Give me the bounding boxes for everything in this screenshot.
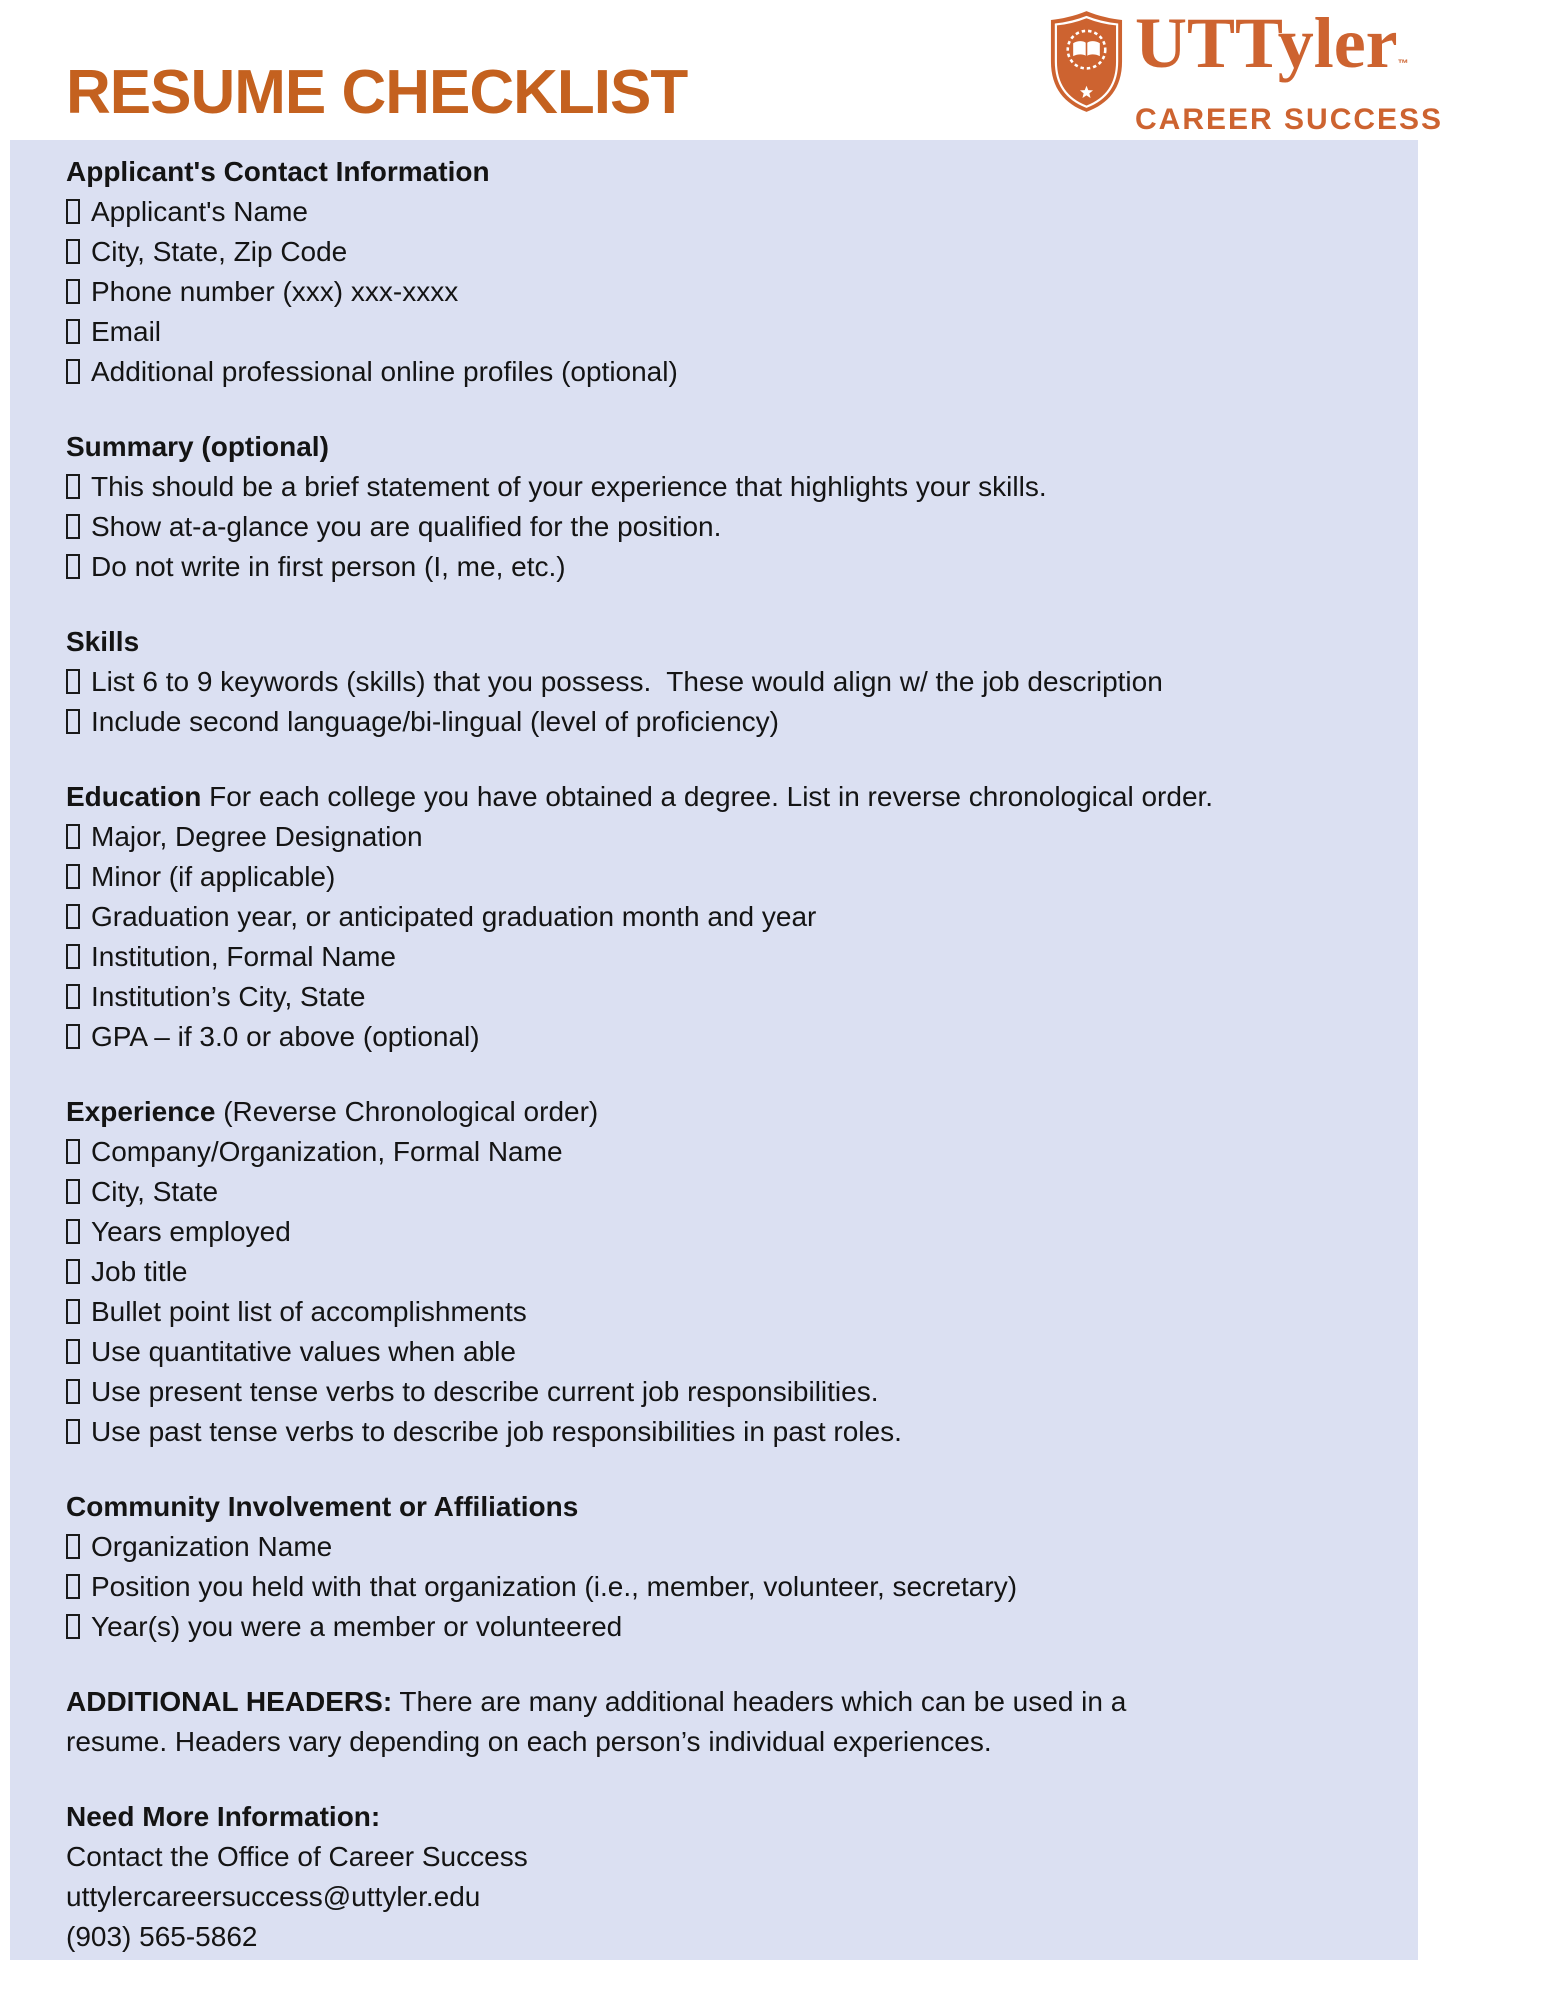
checklist-item [66, 1412, 1398, 1452]
footer-contact-block [66, 1797, 1398, 1957]
trademark-mark: ™ [1397, 58, 1409, 70]
checkbox-icon [66, 319, 80, 344]
additional-headers-paragraph [66, 1682, 1156, 1762]
page-title: RESUME CHECKLIST [66, 58, 688, 127]
checklist-item [66, 312, 1398, 352]
item-text: Position you held with that organization (i.e., member, volunteer, secretary) [91, 1571, 1018, 1602]
checklist-item [66, 1607, 1398, 1647]
checklist-item [66, 662, 1398, 702]
checkbox-icon [66, 669, 80, 694]
checklist-item [66, 467, 1398, 507]
section-community-involvement [66, 1487, 1398, 1647]
section-heading-text: Experience [66, 1096, 216, 1127]
item-text: Include second language/bi-lingual (level of proficiency) [91, 706, 779, 737]
checklist-item [66, 897, 1398, 937]
section-heading-text: Education [66, 781, 202, 812]
checklist-item [66, 977, 1398, 1017]
checkbox-icon [66, 864, 80, 889]
checklist-item [66, 1252, 1398, 1292]
item-text: Do not write in first person (I, me, etc.) [91, 551, 566, 582]
checklist-item [66, 1292, 1398, 1332]
section-heading-text: Applicant's Contact Information [66, 156, 490, 187]
section-summary [66, 427, 1398, 587]
checklist-item [66, 1017, 1398, 1057]
checkbox-icon [66, 279, 80, 304]
section-heading-text: Community Involvement or Affiliations [66, 1491, 579, 1522]
checkbox-icon [66, 1024, 80, 1049]
item-text: Use past tense verbs to describe job responsibilities in past roles. [91, 1416, 902, 1447]
checkbox-icon [66, 1379, 80, 1404]
item-text: Email [91, 316, 162, 347]
checklist-item [66, 192, 1398, 232]
section-experience [66, 1092, 1398, 1452]
checklist-item [66, 1332, 1398, 1372]
section-heading [66, 777, 1398, 817]
checklist-item [66, 1567, 1398, 1607]
checkbox-icon [66, 904, 80, 929]
checkbox-icon [66, 1534, 80, 1559]
footer-heading: Need More Information: [66, 1801, 381, 1832]
checkbox-icon [66, 984, 80, 1009]
section-heading [66, 427, 1398, 467]
checkbox-icon [66, 1299, 80, 1324]
section-heading [66, 622, 1398, 662]
checklist-item [66, 1527, 1398, 1567]
item-text: Minor (if applicable) [91, 861, 336, 892]
item-text: Institution, Formal Name [91, 941, 396, 972]
item-text: Applicant's Name [91, 196, 308, 227]
section-heading [66, 152, 1398, 192]
checkbox-icon [66, 514, 80, 539]
item-text: GPA – if 3.0 or above (optional) [91, 1021, 480, 1052]
item-text: Show at-a-glance you are qualified for the position. [91, 511, 722, 542]
checklist-item [66, 352, 1398, 392]
item-text: This should be a brief statement of your experience that highlights your skills. [91, 471, 1047, 502]
additional-headers-text: There are many additional headers which can be used in a resume. Headers vary depending on each person’s individual experiences. [66, 1686, 1127, 1757]
additional-headers-label: ADDITIONAL HEADERS: [66, 1686, 393, 1717]
item-text: Major, Degree Designation [91, 821, 423, 852]
checkbox-icon [66, 944, 80, 969]
checkbox-icon [66, 1219, 80, 1244]
item-text: Use quantitative values when able [91, 1336, 516, 1367]
checkbox-icon [66, 474, 80, 499]
checklist-item [66, 1212, 1398, 1252]
checklist-item [66, 817, 1398, 857]
item-text: Institution’s City, State [91, 981, 366, 1012]
brand-text-block [1135, 3, 1444, 137]
item-text: Bullet point list of accomplishments [91, 1296, 527, 1327]
checkbox-icon [66, 239, 80, 264]
checklist-panel [10, 140, 1418, 1960]
checkbox-icon [66, 1139, 80, 1164]
checklist-item [66, 857, 1398, 897]
footer-phone: (903) 565-5862 [66, 1921, 258, 1952]
checklist-item [66, 1172, 1398, 1212]
checkbox-icon [66, 1419, 80, 1444]
section-heading-text: Summary (optional) [66, 431, 329, 462]
section-heading-text: Skills [66, 626, 140, 657]
item-text: Graduation year, or anticipated graduation month and year [91, 901, 817, 932]
checklist-item [66, 1132, 1398, 1172]
checkbox-icon [66, 1259, 80, 1284]
item-text: City, State, Zip Code [91, 236, 348, 267]
checkbox-icon [66, 359, 80, 384]
checklist-item [66, 232, 1398, 272]
checklist-item [66, 937, 1398, 977]
footer-office-line: Contact the Office of Career Success [66, 1841, 528, 1872]
item-text: List 6 to 9 keywords (skills) that you possess. These would align w/ the job description [91, 666, 1163, 697]
item-text: Additional professional online profiles (optional) [91, 356, 678, 387]
section-heading [66, 1487, 1398, 1527]
checkbox-icon [66, 1339, 80, 1364]
footer-email: uttylercareersuccess@uttyler.edu [66, 1881, 481, 1912]
checkbox-icon [66, 1179, 80, 1204]
section-heading-suffix: For each college you have obtained a degree. List in reverse chronological order. [201, 781, 1214, 812]
brand-name-text: UTTyler [1135, 3, 1398, 83]
section-heading [66, 1092, 1398, 1132]
item-text: Phone number (xxx) xxx-xxxx [91, 276, 459, 307]
item-text: Years employed [91, 1216, 291, 1247]
item-text: Company/Organization, Formal Name [91, 1136, 563, 1167]
brand-logo [1047, 3, 1444, 137]
checkbox-icon [66, 824, 80, 849]
checklist-item [66, 507, 1398, 547]
section-education [66, 777, 1398, 1057]
checklist-item [66, 1372, 1398, 1412]
checkbox-icon [66, 554, 80, 579]
section-contact-information [66, 152, 1398, 392]
item-text: Use present tense verbs to describe current job responsibilities. [91, 1376, 879, 1407]
brand-subtitle: CAREER SUCCESS [1135, 103, 1444, 136]
shield-icon [1047, 10, 1126, 113]
item-text: Year(s) you were a member or volunteered [91, 1611, 623, 1642]
brand-name [1135, 3, 1443, 97]
item-text: Organization Name [91, 1531, 333, 1562]
checklist-item [66, 702, 1398, 742]
checkbox-icon [66, 199, 80, 224]
checkbox-icon [66, 1614, 80, 1639]
checkbox-icon [66, 709, 80, 734]
checkbox-icon [66, 1574, 80, 1599]
section-skills [66, 622, 1398, 742]
section-heading-suffix: (Reverse Chronological order) [215, 1096, 599, 1127]
checklist-item [66, 547, 1398, 587]
checklist-item [66, 272, 1398, 312]
item-text: City, State [91, 1176, 219, 1207]
item-text: Job title [91, 1256, 188, 1287]
